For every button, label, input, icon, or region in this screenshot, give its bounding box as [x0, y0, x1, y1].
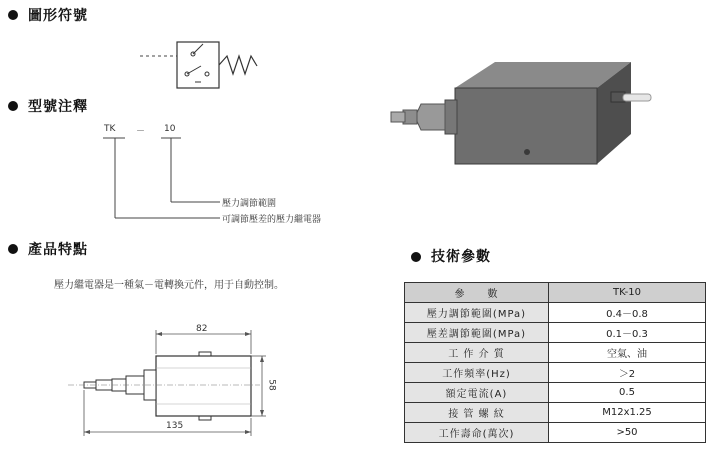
section-title-specs: 技術參數: [431, 249, 491, 265]
table-row: [405, 403, 706, 423]
table-row: [405, 423, 706, 443]
spec-label: 工作壽命(萬次): [405, 423, 549, 443]
spec-table: [404, 282, 706, 443]
product-photo: [385, 50, 660, 175]
feature-description: 壓力繼電器是一種氣－電轉換元件，用于自動控制。: [54, 280, 284, 291]
section-bullet-icon: [411, 252, 421, 262]
section-bullet-icon: [8, 101, 18, 111]
model-dash: －: [136, 127, 146, 137]
table-row: [405, 343, 706, 363]
spec-value: >50: [549, 423, 706, 443]
model-label-type: 可調節壓差的壓力繼電器: [222, 215, 322, 225]
spec-value: ＞2: [549, 363, 706, 383]
table-row: [405, 363, 706, 383]
dimension-height: 58: [266, 379, 277, 391]
section-title-symbol: 圖形符號: [28, 8, 88, 24]
table-row: [405, 303, 706, 323]
dimension-total-length: 135: [166, 421, 184, 431]
spec-label: 工作頻率(Hz): [405, 363, 549, 383]
spec-label: 參 數: [405, 283, 549, 303]
spec-label: 壓力調節範圍(MPa): [405, 303, 549, 323]
table-row: [405, 383, 706, 403]
section-bullet-icon: [8, 10, 18, 20]
dimension-width: 82: [196, 324, 208, 334]
spec-value: 0.5: [549, 383, 706, 403]
spec-label: 額定電流(A): [405, 383, 549, 403]
model-label-range: 壓力調節範圍: [222, 199, 277, 209]
spec-label: 接 管 螺 紋: [405, 403, 549, 423]
model-leader-lines: [95, 134, 225, 224]
table-row: [405, 323, 706, 343]
spec-value: 空氣、油: [549, 343, 706, 363]
spec-label: 壓差調節範圍(MPa): [405, 323, 549, 343]
spec-value: TK-10: [549, 283, 706, 303]
spec-value: M12x1.25: [549, 403, 706, 423]
spec-value: 0.4－0.8: [549, 303, 706, 323]
graphic-symbol-diagram: [135, 36, 265, 96]
section-title-features: 產品特點: [28, 242, 88, 258]
spec-label: 工 作 介 質: [405, 343, 549, 363]
section-title-model: 型號注釋: [28, 99, 88, 115]
table-row: [405, 283, 706, 303]
spec-value: 0.1－0.3: [549, 323, 706, 343]
section-bullet-icon: [8, 244, 18, 254]
model-prefix: TK: [104, 124, 116, 134]
model-number: 10: [164, 124, 176, 134]
